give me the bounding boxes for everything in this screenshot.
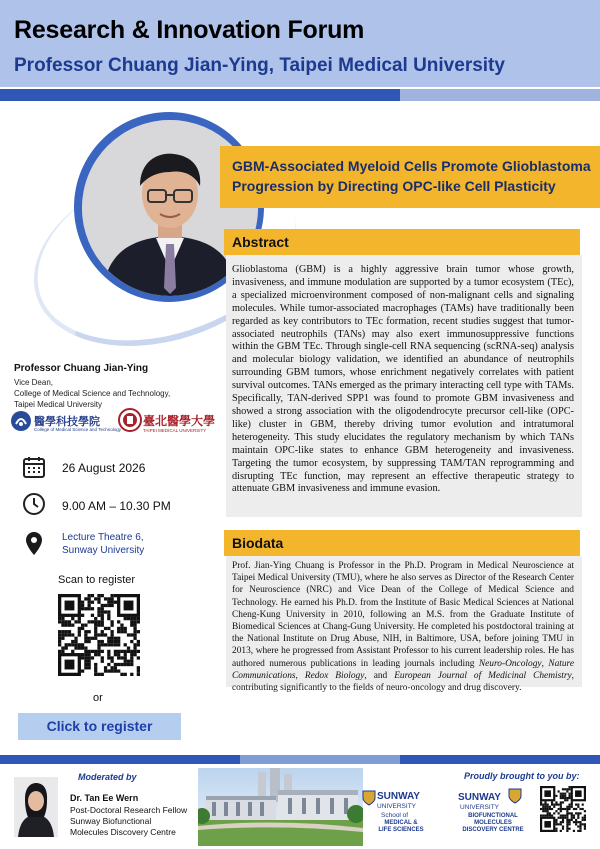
journal-name: Nature Communications [232, 658, 575, 681]
bottom-divider-bar-light [240, 755, 400, 764]
register-qr-code[interactable] [58, 594, 140, 681]
centre-university: UNIVERSITY [460, 804, 500, 811]
centre-name-line: BIOFUNCTIONAL [468, 813, 518, 819]
sponsors-label: Proudly brought to you by: [464, 771, 580, 781]
scan-label: Scan to register [58, 574, 136, 586]
sunway-crest-icon [508, 788, 522, 809]
biodata-separator: , [541, 658, 549, 669]
cmst-logo-icon [10, 410, 32, 437]
biodata-separator: , [295, 670, 305, 681]
register-button[interactable]: Click to register [18, 713, 181, 740]
top-divider-bar-light [400, 89, 600, 101]
event-time: 9.00 AM – 10.30 PM [62, 499, 171, 513]
event-date: 26 August 2026 [62, 461, 146, 475]
event-venue [62, 531, 144, 557]
biodata-heading: Biodata [232, 535, 284, 551]
biodata-text-end: , contributing significantly to the fields of neuro-oncology and drug discovery. [232, 670, 574, 694]
speaker-role: Vice Dean, [14, 378, 53, 387]
moderator-org: Sunway Biofunctional [70, 816, 152, 826]
abstract-heading: Abstract [232, 234, 289, 250]
location-pin-icon [24, 531, 44, 562]
school-brand: SUNWAY [377, 791, 420, 802]
event-title: Research & Innovation Forum [14, 16, 365, 44]
talk-title: GBM-Associated Myeloid Cells Promote Glioblastoma Progression by Directing OPC-like Cell Plasticity [232, 158, 591, 194]
tmu-seal-icon [118, 408, 142, 437]
biodata-text [232, 560, 574, 694]
moderator-portrait-icon [14, 777, 58, 837]
school-name [366, 820, 436, 834]
moderator-org: Molecules Discovery Centre [70, 827, 176, 837]
school-prefix: School of [381, 812, 409, 819]
moderator-label: Moderated by [78, 772, 137, 782]
journal-name: Redox Biology [304, 670, 365, 681]
speaker-university: Taipei Medical University [14, 400, 103, 409]
centre-name-line: MOLECULES [474, 820, 512, 826]
abstract-text: Glioblastoma (GBM) is a highly aggressive brain tumor whose growth, invasiveness, and immune modulation are supported by a tumor ecosystem (TEc), a specialized microenvironment composed of non-malignant cells and signaling molecules. While tumor-associated macrophages (TAMs) have traditionally been regarded as key contributors to TEc formation, recent studies suggest that tumor-associated neutrophils (TANs) may also exert immunosuppressive functions within the GBM TEc. Through single-cell RNA sequencing (scRNA-seq) analysis and molecular biology validation, we identified an abundance of neutrophils surrounding GBM tumors, whose enrichment negatively correlates with patient survival outcomes. TANs emerged as the primary interacting cell type with TAMs. Specifically, TAN-derived SPP1 was found to promote GBM invasiveness and showed a strong association with the oligodendrocyte precursor cell-like (OPC-like) cluster in GBM, thereby driving tumor evolution and intratumoral heterogeneity. This study elucidates the regulatory mechanism by which TANs maintain OPC-like states to enhance GBM heterogeneity and invasiveness. Targeting the tumor ecosystem, by suppressing TAM/TAN reprogramming and disrupting TEc function, may represent an effective therapeutic strategy to attenuate GBM invasiveness and immune evasion. [232, 264, 574, 495]
calendar-icon [22, 455, 46, 484]
school-name-line: LIFE SCIENCES [378, 827, 424, 833]
journal-name: Neuro-Oncology [478, 658, 542, 669]
or-label: or [93, 692, 103, 704]
moderator-photo [14, 777, 58, 837]
event-subtitle: Professor Chuang Jian-Ying, Taipei Medical University [14, 55, 505, 76]
campus-image [198, 768, 363, 846]
tmu-logo-subtitle: TAIPEI MEDICAL UNIVERSITY [143, 428, 207, 433]
moderator-name: Dr. Tan Ee Wern [70, 793, 139, 803]
cmst-logo-subtitle: College of Medical Science and Technology [34, 427, 121, 432]
centre-name-line: DISCOVERY CENTRE [462, 827, 524, 833]
journal-name: European Journal of Medicinal Chemistry [394, 670, 572, 681]
centre-brand: SUNWAY [458, 792, 501, 803]
moderator-title: Post-Doctoral Research Fellow [70, 805, 188, 815]
biodata-text-main: Prof. Jian-Ying Chuang is Professor in the Ph.D. Program in Medical Neuroscience at Taipei Medical University (TMU), where he also serves as Director of the Research Center for Neuroscience (NRC) and Vice Dean of the College of Medical Science and Technology. He earned his Ph.D. from the Institute of Basic Medical Sciences at National Cheng-Kung University in 2010, following an M.S. from the Graduate Institute of Biomedical Sciences at Chang-Gung University. He completed his postdoctoral training at the National Institute on Drug Abuse, NIH, in Baltimore, USA, before joining TMU in 2013, where he progressed from Assistant Professor to his current leadership roles. He has authored numerous publications in leading journals including [232, 561, 574, 669]
sponsor-qr-code[interactable] [540, 786, 586, 837]
centre-name [450, 813, 536, 834]
clock-icon [22, 492, 46, 521]
speaker-name: Professor Chuang Jian-Ying [14, 363, 149, 374]
tmu-logo-name: 臺北醫學大學 [143, 414, 216, 428]
venue-line: Lecture Theatre 6, [62, 532, 144, 543]
sunway-shield-icon [362, 790, 376, 811]
school-university: UNIVERSITY [377, 803, 417, 810]
school-name-line: MEDICAL & [384, 820, 418, 826]
cmst-logo-name: 醫學科技學院 [34, 416, 100, 428]
venue-line: Sunway University [62, 545, 145, 556]
biodata-separator: , and [364, 670, 395, 681]
speaker-college: College of Medical Science and Technology, [14, 389, 171, 398]
